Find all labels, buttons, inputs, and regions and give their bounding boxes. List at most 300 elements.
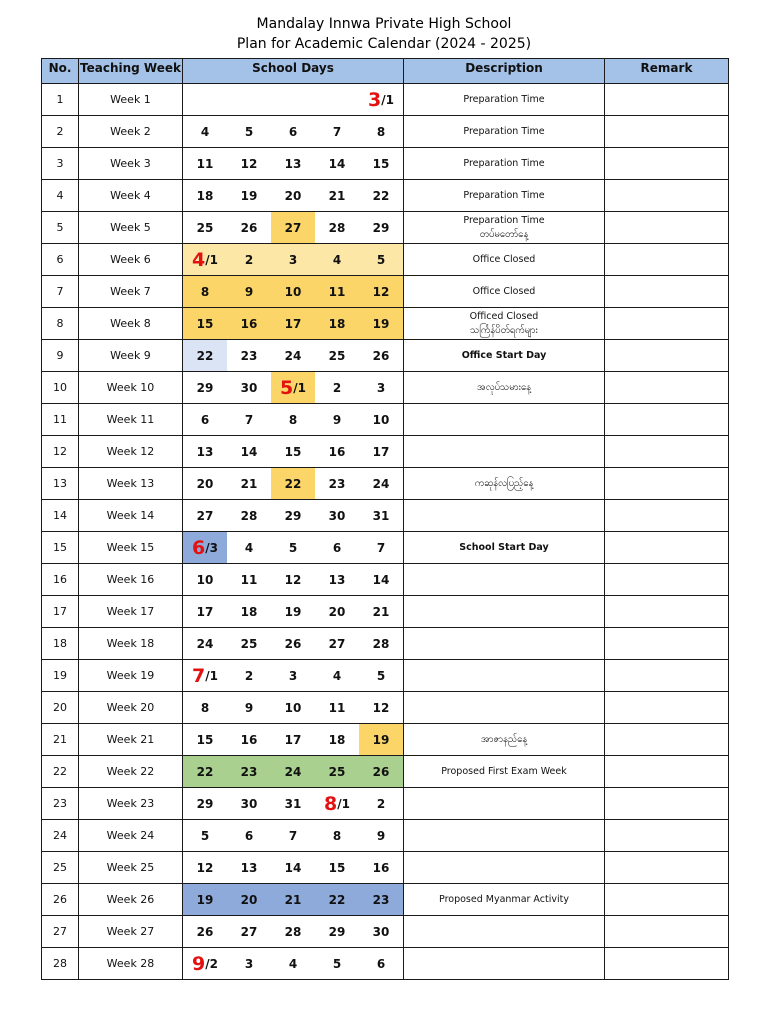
school-days-cell	[183, 340, 404, 372]
day-cell: 26	[240, 220, 258, 235]
school-name-title: Mandalay Innwa Private High School	[256, 16, 512, 32]
day-cell: 10	[372, 412, 390, 427]
day-cell: 5	[376, 668, 386, 683]
day-cell: 23	[227, 756, 271, 787]
row-number: 15	[42, 532, 79, 564]
remark-cell	[605, 948, 729, 980]
day-cell: 17	[196, 604, 214, 619]
row-number: 19	[42, 660, 79, 692]
day-row	[183, 372, 403, 403]
day-cell: 26	[372, 348, 390, 363]
school-days-cell	[183, 308, 404, 340]
teaching-week-cell: Week 23	[79, 788, 183, 820]
day-cell: 30	[372, 924, 390, 939]
day-cell: 16	[372, 860, 390, 875]
day-row	[183, 788, 403, 819]
month-number: 6	[192, 536, 206, 559]
day-cell: 30	[240, 796, 258, 811]
day-cell: 18	[196, 188, 214, 203]
day-cell: 14	[372, 572, 390, 587]
table-row	[42, 84, 729, 116]
day-cell: 19	[284, 604, 302, 619]
table-row	[42, 884, 729, 916]
teaching-week-cell: Week 16	[79, 564, 183, 596]
description-cell	[404, 468, 605, 500]
day-cell	[271, 372, 315, 403]
remark-cell	[605, 724, 729, 756]
day-row	[183, 820, 403, 851]
row-number: 5	[42, 212, 79, 244]
row-number: 17	[42, 596, 79, 628]
row-number: 12	[42, 436, 79, 468]
remark-cell	[605, 628, 729, 660]
remark-cell	[605, 276, 729, 308]
day-cell: 12	[240, 156, 258, 171]
description-line: Officed Closed	[469, 310, 539, 322]
table-row	[42, 692, 729, 724]
description-cell	[404, 756, 605, 788]
remark-cell	[605, 244, 729, 276]
day-cell: 13	[196, 444, 214, 459]
day-cell: 8	[376, 124, 386, 139]
day-cell	[315, 788, 359, 819]
table-row	[42, 340, 729, 372]
day-cell: 16	[227, 308, 271, 339]
description-line: အလုပ်သမားနေ့	[476, 381, 532, 393]
day-row	[183, 628, 403, 659]
day-row	[183, 756, 403, 787]
day-row	[183, 340, 403, 371]
day-cell: 15	[372, 156, 390, 171]
table-row	[42, 308, 729, 340]
day-cell: 8	[332, 828, 342, 843]
school-days-cell	[183, 660, 404, 692]
school-days-cell	[183, 372, 404, 404]
description-line: အာဇာနည်နေ့	[480, 733, 528, 745]
day-cell: 28	[328, 220, 346, 235]
day-cell: 11	[196, 156, 214, 171]
row-number: 20	[42, 692, 79, 724]
description-cell	[404, 564, 605, 596]
day-cell: 13	[240, 860, 258, 875]
row-number: 26	[42, 884, 79, 916]
day-cell: 29	[284, 508, 302, 523]
day-cell: 14	[328, 156, 346, 171]
day-cell: 26	[196, 924, 214, 939]
month-first-day: /1	[205, 252, 218, 267]
day-cell: 15	[196, 732, 214, 747]
school-days-cell	[183, 244, 404, 276]
day-cell: 12	[372, 700, 390, 715]
table-row	[42, 820, 729, 852]
day-row	[183, 884, 403, 915]
school-days-cell	[183, 948, 404, 980]
description-cell	[404, 724, 605, 756]
month-first-day: /1	[381, 92, 394, 107]
teaching-week-cell: Week 28	[79, 948, 183, 980]
description-cell	[404, 148, 605, 180]
row-number: 11	[42, 404, 79, 436]
day-cell: 11	[240, 572, 258, 587]
day-row	[183, 468, 403, 499]
remark-cell	[605, 468, 729, 500]
day-cell: 29	[196, 796, 214, 811]
day-cell: 25	[240, 636, 258, 651]
day-cell: 4	[200, 124, 210, 139]
day-cell: 18	[240, 604, 258, 619]
day-cell: 17	[372, 444, 390, 459]
header-school-days: School Days	[183, 59, 404, 84]
row-number: 4	[42, 180, 79, 212]
month-number: 9	[192, 952, 206, 975]
calendar-subtitle: Plan for Academic Calendar (2024 - 2025)	[236, 36, 532, 52]
day-cell: 28	[284, 924, 302, 939]
day-cell: 15	[328, 860, 346, 875]
teaching-week-cell: Week 12	[79, 436, 183, 468]
school-days-cell	[183, 692, 404, 724]
school-days-cell	[183, 436, 404, 468]
day-cell: 3	[244, 956, 254, 971]
teaching-week-cell: Week 19	[79, 660, 183, 692]
day-cell: 24	[271, 756, 315, 787]
day-cell: 23	[328, 476, 346, 491]
day-row	[183, 916, 403, 947]
school-days-cell	[183, 116, 404, 148]
day-cell: 14	[284, 860, 302, 875]
remark-cell	[605, 372, 729, 404]
description-cell	[404, 628, 605, 660]
day-cell: 7	[332, 124, 342, 139]
month-first-day: /1	[337, 796, 350, 811]
teaching-week-cell: Week 7	[79, 276, 183, 308]
table-row	[42, 756, 729, 788]
teaching-week-cell: Week 1	[79, 84, 183, 116]
header-description: Description	[404, 59, 605, 84]
teaching-week-cell: Week 11	[79, 404, 183, 436]
row-number: 13	[42, 468, 79, 500]
remark-cell	[605, 916, 729, 948]
description-cell	[404, 180, 605, 212]
description-cell	[404, 276, 605, 308]
table-row	[42, 436, 729, 468]
school-days-cell	[183, 148, 404, 180]
day-cell: 20	[284, 188, 302, 203]
row-number: 25	[42, 852, 79, 884]
remark-cell	[605, 308, 729, 340]
row-number: 10	[42, 372, 79, 404]
day-cell: 4	[315, 244, 359, 275]
remark-cell	[605, 852, 729, 884]
day-cell: 19	[359, 724, 403, 755]
description-cell	[404, 948, 605, 980]
day-row	[183, 276, 403, 307]
row-number: 27	[42, 916, 79, 948]
table-row	[42, 276, 729, 308]
description-cell	[404, 308, 605, 340]
school-days-cell	[183, 628, 404, 660]
table-row	[42, 372, 729, 404]
day-cell: 26	[284, 636, 302, 651]
school-days-cell	[183, 532, 404, 564]
row-number: 9	[42, 340, 79, 372]
teaching-week-cell: Week 22	[79, 756, 183, 788]
remark-cell	[605, 820, 729, 852]
teaching-week-cell: Week 17	[79, 596, 183, 628]
teaching-week-cell: Week 14	[79, 500, 183, 532]
day-cell: 6	[332, 540, 342, 555]
row-number: 18	[42, 628, 79, 660]
month-number: 7	[192, 664, 206, 687]
day-cell: 4	[244, 540, 254, 555]
day-cell: 21	[372, 604, 390, 619]
description-line: Preparation Time	[463, 214, 545, 226]
day-row	[183, 180, 403, 211]
day-cell: 11	[315, 276, 359, 307]
day-cell: 2	[244, 668, 254, 683]
remark-cell	[605, 340, 729, 372]
school-days-cell	[183, 596, 404, 628]
day-cell: 31	[372, 508, 390, 523]
remark-cell	[605, 116, 729, 148]
day-cell: 22	[315, 884, 359, 915]
day-row	[183, 148, 403, 179]
day-cell: 5	[288, 540, 298, 555]
day-cell: 13	[328, 572, 346, 587]
day-cell	[183, 660, 227, 691]
day-cell	[227, 84, 271, 115]
day-cell: 27	[328, 636, 346, 651]
teaching-week-cell: Week 9	[79, 340, 183, 372]
day-cell: 21	[240, 476, 258, 491]
header-teaching-week: Teaching Week	[79, 59, 183, 84]
description-cell	[404, 340, 605, 372]
day-cell: 17	[271, 308, 315, 339]
day-cell: 7	[244, 412, 254, 427]
remark-cell	[605, 532, 729, 564]
day-cell	[315, 84, 359, 115]
description-line: School Start Day	[459, 541, 549, 553]
month-number: 5	[280, 376, 294, 399]
day-cell: 7	[288, 828, 298, 843]
description-line: Preparation Time	[463, 157, 545, 169]
day-cell: 6	[376, 956, 386, 971]
table-row	[42, 116, 729, 148]
day-row	[183, 948, 403, 979]
day-row	[183, 500, 403, 531]
day-cell: 22	[372, 188, 390, 203]
table-row	[42, 596, 729, 628]
day-cell: 6	[288, 124, 298, 139]
day-cell: 22	[183, 340, 227, 371]
teaching-week-cell: Week 10	[79, 372, 183, 404]
day-cell: 22	[183, 756, 227, 787]
description-line: တပ်မတော်နေ့	[479, 228, 529, 240]
table-row	[42, 148, 729, 180]
school-days-cell	[183, 724, 404, 756]
remark-cell	[605, 404, 729, 436]
remark-cell	[605, 500, 729, 532]
calendar-body	[42, 84, 729, 980]
table-row	[42, 948, 729, 980]
day-cell: 20	[328, 604, 346, 619]
day-cell: 19	[240, 188, 258, 203]
table-row	[42, 852, 729, 884]
day-cell: 9	[332, 412, 342, 427]
teaching-week-cell: Week 13	[79, 468, 183, 500]
description-line: Preparation Time	[463, 93, 545, 105]
remark-cell	[605, 884, 729, 916]
header-remark: Remark	[605, 59, 729, 84]
day-cell: 31	[284, 796, 302, 811]
header-no: No.	[42, 59, 79, 84]
day-cell: 9	[244, 700, 254, 715]
day-cell: 9	[227, 276, 271, 307]
teaching-week-cell: Week 3	[79, 148, 183, 180]
row-number: 8	[42, 308, 79, 340]
description-line: Office Closed	[472, 253, 536, 265]
description-line: Preparation Time	[463, 125, 545, 137]
description-cell	[404, 436, 605, 468]
day-cell: 6	[244, 828, 254, 843]
day-cell: 8	[200, 700, 210, 715]
description-cell	[404, 660, 605, 692]
teaching-week-cell: Week 5	[79, 212, 183, 244]
row-number: 7	[42, 276, 79, 308]
day-cell: 2	[376, 796, 386, 811]
day-cell: 8	[183, 276, 227, 307]
school-days-cell	[183, 180, 404, 212]
day-cell	[183, 244, 227, 275]
school-days-cell	[183, 820, 404, 852]
remark-cell	[605, 84, 729, 116]
description-line: Preparation Time	[463, 189, 545, 201]
day-cell: 9	[376, 828, 386, 843]
day-cell: 23	[240, 348, 258, 363]
description-line: Proposed Myanmar Activity	[439, 893, 569, 905]
day-cell: 24	[284, 348, 302, 363]
month-number: 3	[368, 88, 382, 111]
remark-cell	[605, 436, 729, 468]
day-cell: 29	[372, 220, 390, 235]
day-cell: 14	[240, 444, 258, 459]
day-row	[183, 532, 403, 563]
school-days-cell	[183, 276, 404, 308]
teaching-week-cell: Week 27	[79, 916, 183, 948]
day-cell: 17	[284, 732, 302, 747]
school-days-cell	[183, 468, 404, 500]
description-line: ကဆုန်လပြည့်နေ့	[474, 477, 534, 489]
day-cell: 2	[227, 244, 271, 275]
table-row	[42, 500, 729, 532]
day-row	[183, 596, 403, 627]
description-cell	[404, 404, 605, 436]
day-cell: 20	[196, 476, 214, 491]
day-row	[183, 116, 403, 147]
table-row	[42, 724, 729, 756]
day-cell: 8	[288, 412, 298, 427]
description-cell	[404, 596, 605, 628]
remark-cell	[605, 660, 729, 692]
teaching-week-cell: Week 20	[79, 692, 183, 724]
row-number: 16	[42, 564, 79, 596]
remark-cell	[605, 692, 729, 724]
day-row	[183, 212, 403, 243]
day-cell: 26	[359, 756, 403, 787]
day-row	[183, 436, 403, 467]
row-number: 6	[42, 244, 79, 276]
teaching-week-cell: Week 18	[79, 628, 183, 660]
table-row	[42, 788, 729, 820]
table-row	[42, 180, 729, 212]
row-number: 28	[42, 948, 79, 980]
day-cell: 19	[183, 884, 227, 915]
day-cell: 12	[284, 572, 302, 587]
school-days-cell	[183, 916, 404, 948]
table-row	[42, 404, 729, 436]
row-number: 22	[42, 756, 79, 788]
day-cell	[271, 84, 315, 115]
school-days-cell	[183, 404, 404, 436]
day-cell: 15	[284, 444, 302, 459]
day-cell: 7	[376, 540, 386, 555]
day-cell: 27	[240, 924, 258, 939]
day-cell	[183, 948, 227, 979]
day-cell: 3	[271, 244, 315, 275]
day-cell: 19	[359, 308, 403, 339]
day-cell: 11	[328, 700, 346, 715]
description-line: Office Start Day	[461, 349, 547, 361]
day-row	[183, 404, 403, 435]
teaching-week-cell: Week 15	[79, 532, 183, 564]
description-cell	[404, 820, 605, 852]
table-row	[42, 468, 729, 500]
day-cell: 21	[271, 884, 315, 915]
day-cell: 13	[284, 156, 302, 171]
day-cell: 28	[240, 508, 258, 523]
teaching-week-cell: Week 26	[79, 884, 183, 916]
description-line: သင်္ကြန်ပိတ်ရက်များ	[470, 324, 538, 336]
month-first-day: /1	[205, 668, 218, 683]
row-number: 2	[42, 116, 79, 148]
day-cell: 20	[227, 884, 271, 915]
description-cell	[404, 852, 605, 884]
day-cell	[183, 84, 227, 115]
description-cell	[404, 212, 605, 244]
day-row	[183, 564, 403, 595]
teaching-week-cell: Week 24	[79, 820, 183, 852]
day-cell: 25	[328, 348, 346, 363]
school-days-cell	[183, 756, 404, 788]
day-row	[183, 692, 403, 723]
description-cell	[404, 500, 605, 532]
day-cell: 12	[196, 860, 214, 875]
teaching-week-cell: Week 25	[79, 852, 183, 884]
day-cell: 10	[271, 276, 315, 307]
table-row	[42, 628, 729, 660]
day-cell: 3	[376, 380, 386, 395]
teaching-week-cell: Week 21	[79, 724, 183, 756]
day-row	[183, 244, 403, 275]
description-cell	[404, 788, 605, 820]
table-row	[42, 564, 729, 596]
day-cell: 16	[328, 444, 346, 459]
teaching-week-cell: Week 6	[79, 244, 183, 276]
month-first-day: /3	[205, 540, 218, 555]
table-row	[42, 244, 729, 276]
row-number: 14	[42, 500, 79, 532]
teaching-week-cell: Week 2	[79, 116, 183, 148]
description-cell	[404, 84, 605, 116]
